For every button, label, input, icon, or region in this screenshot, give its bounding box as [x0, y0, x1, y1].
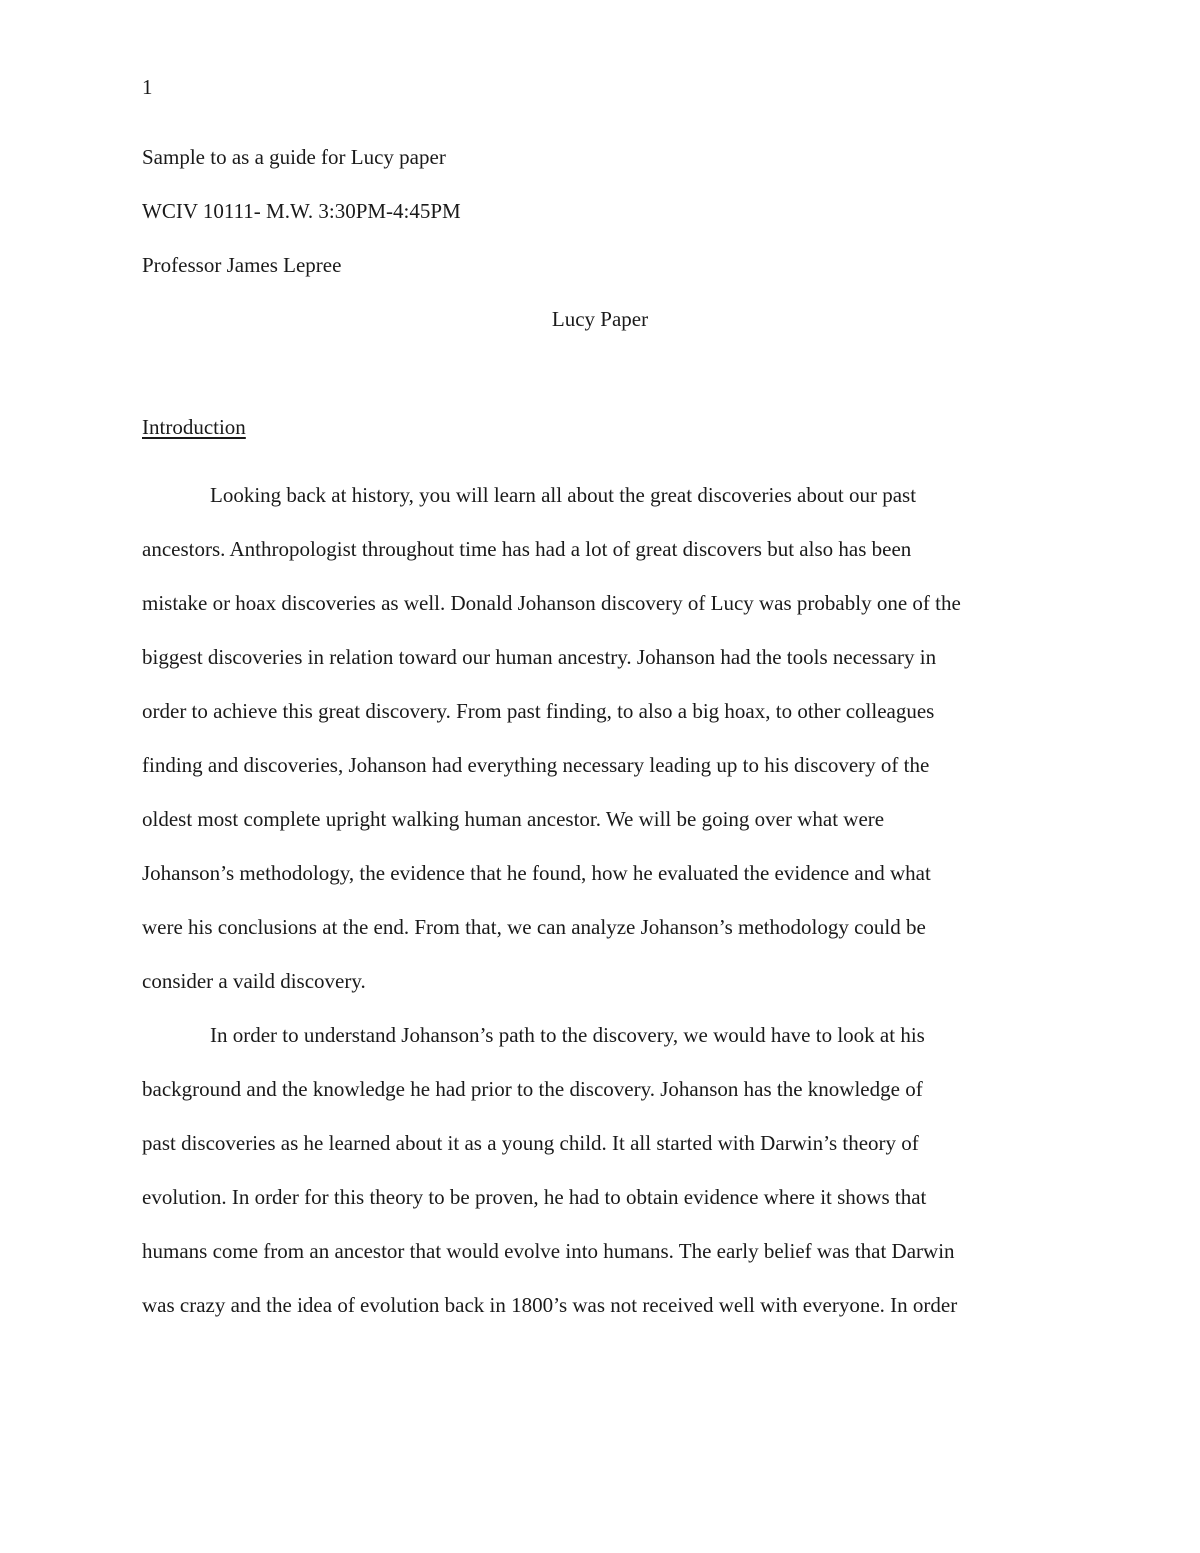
professor-line: Professor James Lepree [142, 253, 342, 277]
text-line: were his conclusions at the end. From that, we can analyze Johanson’s methodology could be [142, 915, 926, 939]
heading-block [142, 144, 1062, 306]
text-line: consider a vaild discovery. [142, 969, 366, 993]
text-line: evolution. In order for this theory to be proven, he had to obtain evidence where it shows that [142, 1185, 927, 1209]
text-line: finding and discoveries, Johanson had everything necessary leading up to his discovery of the [142, 753, 930, 777]
text-line: oldest most complete upright walking human ancestor. We will be going over what were [142, 807, 885, 831]
assignment-line: Sample to as a guide for Lucy paper [142, 145, 446, 169]
text-line: order to achieve this great discovery. From past finding, to also a big hoax, to other colleagues [142, 699, 935, 723]
text-line: Johanson’s methodology, the evidence that he found, how he evaluated the evidence and what [142, 861, 931, 885]
section-heading-introduction: Introduction [142, 415, 246, 439]
text-line: biggest discoveries in relation toward our human ancestry. Johanson had the tools necessary in [142, 645, 937, 669]
course-line: WCIV 10111- M.W. 3:30PM-4:45PM [142, 199, 461, 223]
text-line: ancestors. Anthropologist throughout time has had a lot of great discovers but also has been [142, 537, 912, 561]
paragraph-2 [142, 1008, 1060, 1332]
text-line: past discoveries as he learned about it as a young child. It all started with Darwin’s theory of [142, 1131, 919, 1155]
text-line: humans come from an ancestor that would evolve into humans. The early belief was that Darwin [142, 1239, 955, 1263]
body-text [142, 468, 1060, 1332]
text-line: mistake or hoax discoveries as well. Donald Johanson discovery of Lucy was probably one of the [142, 591, 961, 615]
text-line: In order to understand Johanson’s path to the discovery, we would have to look at his [210, 1023, 925, 1047]
page-number: 1 [142, 75, 153, 99]
paper-title: Lucy Paper [551, 307, 649, 331]
text-line: background and the knowledge he had prior to the discovery. Johanson has the knowledge of [142, 1077, 923, 1101]
text-line: was crazy and the idea of evolution back in 1800’s was not received well with everyone. In order [142, 1293, 958, 1317]
text-line: Looking back at history, you will learn all about the great discoveries about our past [210, 483, 917, 507]
paragraph-1 [142, 468, 1060, 1008]
